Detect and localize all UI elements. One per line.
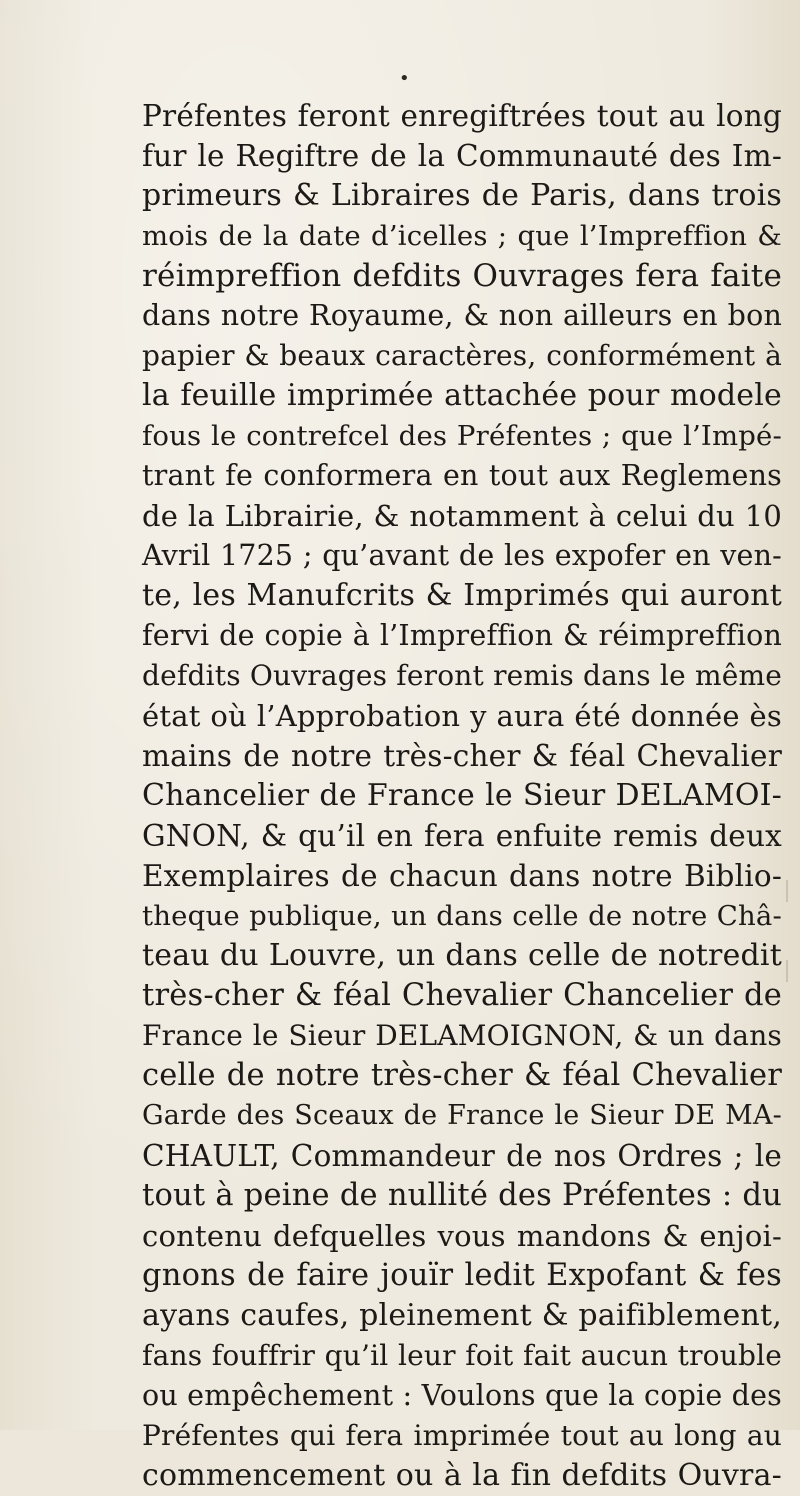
- text-line: Avril 1725 ; qu’avant de les expofer en ven-: [142, 539, 782, 572]
- text-line: Garde des Sceaux de France le Sieur DE MA-: [142, 1100, 782, 1131]
- page-edge-mark: [786, 880, 788, 902]
- text-line: la feuille imprimée attachée pour modele: [142, 378, 782, 413]
- text-line: fur le Regiftre de la Communauté des Im-: [142, 139, 782, 173]
- text-line: France le Sieur DELAMOIGNON, & un dans: [142, 1019, 782, 1052]
- text-line: ayans caufes, pleinement & paifiblement,: [142, 1298, 782, 1333]
- page-edge-mark: [786, 960, 788, 982]
- text-line: Préfentes qui fera imprimée tout au long au: [142, 1419, 782, 1452]
- top-mark: •: [399, 68, 410, 89]
- text-line: teau du Louvre, un dans celle de notredit: [142, 938, 782, 973]
- text-line: theque publique, un dans celle de notre Châ-: [142, 900, 782, 932]
- text-line: de la Librairie, & notamment à celui du 10: [142, 499, 782, 533]
- text-line: primeurs & Libraires de Paris, dans trois: [142, 178, 782, 213]
- text-line: très-cher & féal Chevalier Chancelier de: [142, 978, 782, 1013]
- text-line: mains de notre très-cher & féal Chevalier: [142, 739, 782, 773]
- text-line: fous le contrefcel des Préfentes ; que l’Impé-: [142, 420, 782, 452]
- text-line: te, les Manufcrits & Imprimés qui auront: [142, 578, 782, 613]
- body-text: [142, 96, 782, 1496]
- text-line: gnons de faire jouïr ledit Expofant & fes: [142, 1258, 782, 1293]
- text-line: defdits Ouvrages feront remis dans le même: [142, 659, 782, 692]
- text-line: papier & beaux caractères, conformément à: [142, 339, 782, 372]
- text-line: état où l’Approbation y aura été donnée ès: [142, 699, 782, 733]
- text-line: contenu defquelles vous mandons & enjoi-: [142, 1219, 782, 1253]
- text-line: trant fe conformera en tout aux Reglemens: [142, 459, 782, 492]
- text-line: fans fouffrir qu’il leur foit fait aucun trouble: [142, 1339, 782, 1372]
- text-line: mois de la date d’icelles ; que l’Impreffion &: [142, 220, 782, 252]
- text-line: Chancelier de France le Sieur DELAMOI-: [142, 778, 782, 813]
- text-line: tout à peine de nullité des Préfentes : du: [142, 1178, 782, 1213]
- text-line: GNON, & qu’il en fera enfuite remis deux: [142, 819, 782, 853]
- text-line: celle de notre très-cher & féal Chevalier: [142, 1058, 782, 1093]
- text-line: Exemplaires de chacun dans notre Biblio-: [142, 859, 782, 893]
- text-line: dans notre Royaume, & non ailleurs en bon: [142, 299, 782, 332]
- text-line: commencement ou à la fin defdits Ouvra-: [142, 1458, 782, 1493]
- text-line: ou empêchement : Voulons que la copie des: [142, 1379, 783, 1412]
- text-line: fervi de copie à l’Impreffion & réimpreffion: [142, 619, 782, 652]
- text-line: réimpreffion defdits Ouvrages fera faite: [142, 258, 782, 294]
- text-line: Préfentes feront enregiftrées tout au long: [142, 99, 782, 133]
- text-line: CHAULT, Commandeur de nos Ordres ; le: [142, 1139, 782, 1173]
